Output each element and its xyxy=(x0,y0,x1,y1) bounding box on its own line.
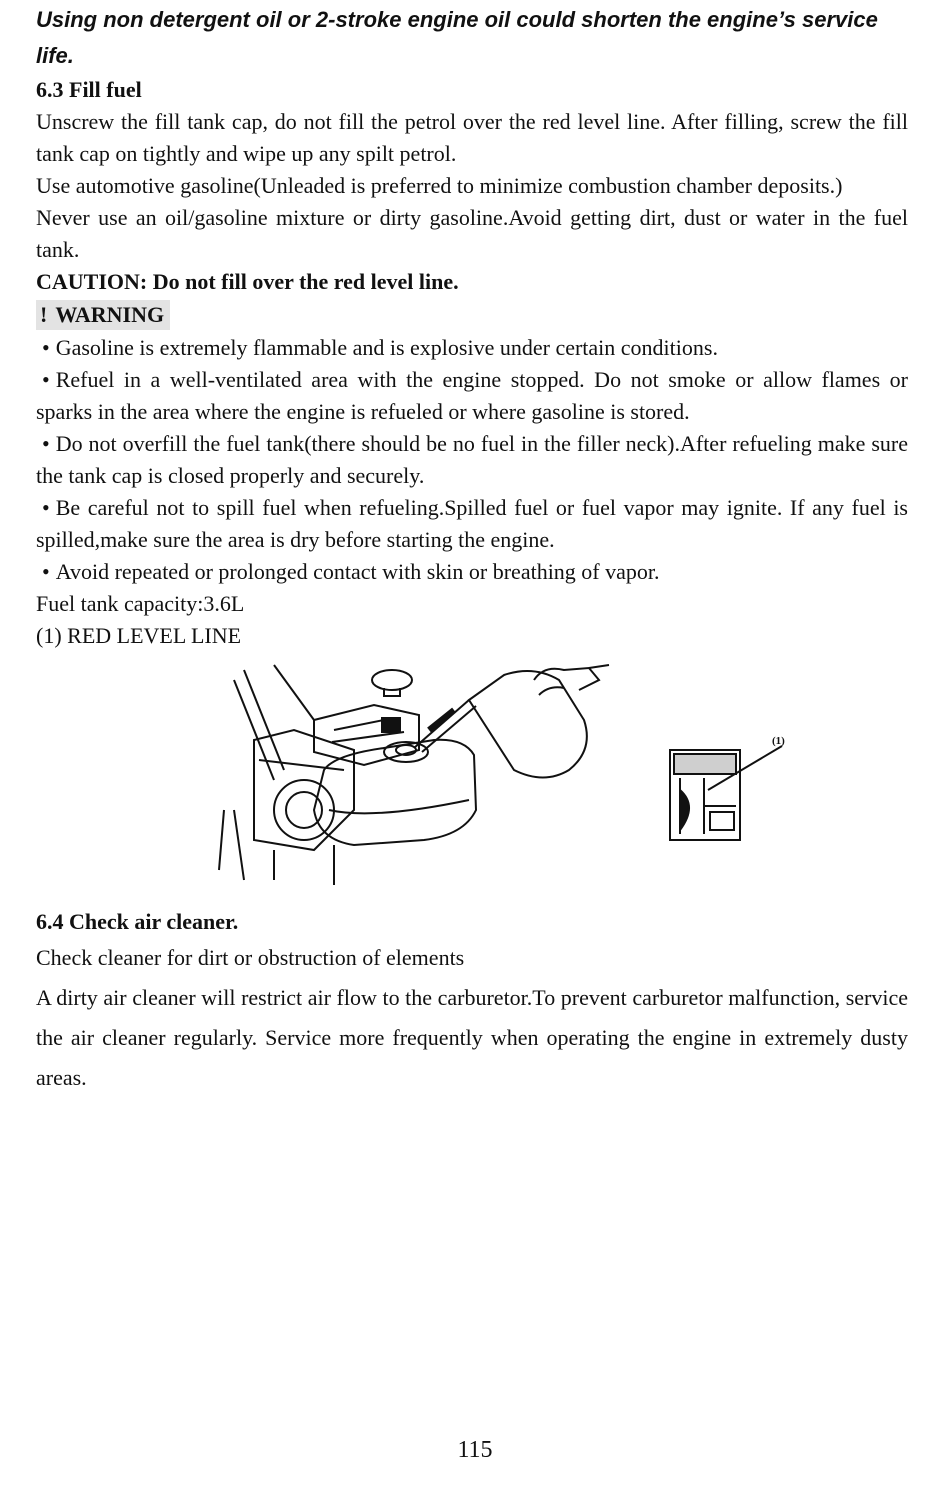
fill-fuel-para-2: Use automotive gasoline(Unleaded is preferred to minimize combustion chamber deposits.) xyxy=(36,173,843,198)
air-cleaner-heading: 6.4 Check air cleaner. xyxy=(36,909,239,934)
air-cleaner-para-1: Check cleaner for dirt or obstruction of elements xyxy=(36,945,465,970)
fill-fuel-para-1: Unscrew the fill tank cap, do not fill the petrol over the red level line. After filling, screw the fill tank cap on tightly and wipe up any spilt petrol. xyxy=(36,109,908,166)
oil-warning-note: Using non detergent oil or 2-stroke engine oil could shorten the engine’s service life. xyxy=(36,7,878,68)
engine-refuel-illustration xyxy=(214,660,614,890)
refuel-figure xyxy=(36,660,908,900)
caution-line xyxy=(36,266,908,298)
manual-page xyxy=(36,0,908,1098)
level-line-callout: (1) xyxy=(772,735,785,747)
warning-exclamation-icon: ! xyxy=(40,302,48,327)
fill-fuel-heading: 6.3 Fill fuel xyxy=(36,77,142,102)
fill-fuel-para-3: Never use an oil/gasoline mixture or dirty gasoline.Avoid getting dirt, dust or water in the fuel tank. xyxy=(36,205,908,262)
warning-label: WARNING xyxy=(55,302,165,327)
red-level-line-diagram xyxy=(664,730,804,850)
warning-badge xyxy=(36,300,170,330)
air-cleaner-section xyxy=(36,906,908,1098)
figure-legend: (1) RED LEVEL LINE xyxy=(36,623,242,648)
caution-text: : Do not fill over the red level line. xyxy=(139,269,459,294)
warning-bullet-3: • Do not overfill the fuel tank(there should be no fuel in the filler neck).After refueling make sure the tank cap is closed properly and securely. xyxy=(36,428,908,492)
page-number: 115 xyxy=(457,1437,493,1463)
fill-fuel-section xyxy=(36,74,908,900)
air-cleaner-para-2: A dirty air cleaner will restrict air flow to the carburetor.To prevent carburetor malfunction, service the air cleaner regularly. Service more frequently when operating the engine in extremely dusty areas. xyxy=(36,985,908,1090)
warning-bullet-4: • Be careful not to spill fuel when refueling.Spilled fuel or fuel vapor may ignite. If any fuel is spilled,make sure the area is dry before starting the engine. xyxy=(36,492,908,556)
warning-bullet-2: • Refuel in a well-ventilated area with the engine stopped. Do not smoke or allow flames or sparks in the area where the engine is refueled or where gasoline is stored. xyxy=(36,364,908,428)
warning-bullet-5: • Avoid repeated or prolonged contact with skin or breathing of vapor. xyxy=(36,556,908,588)
caution-label: CAUTION xyxy=(36,269,140,294)
fuel-capacity: Fuel tank capacity:3.6L xyxy=(36,591,245,616)
warning-bullet-1: • Gasoline is extremely flammable and is explosive under certain conditions. xyxy=(36,332,908,364)
